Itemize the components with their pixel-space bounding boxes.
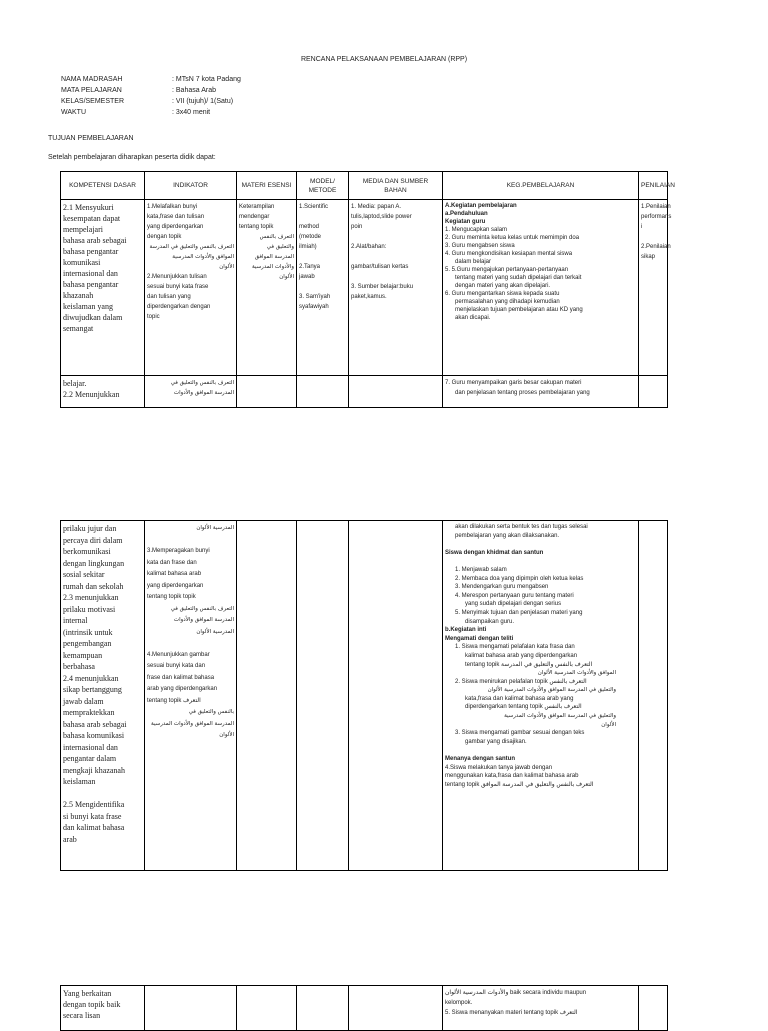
indikator-arabic: بالنفس والتعليق في [188,709,234,715]
indikator-arabic: الألوان [219,264,234,270]
model-line: ilmiah) [299,244,317,250]
media-line: gambar/tulisan kertas [351,264,409,270]
kegiatan-item: kelompok. [445,1000,473,1006]
kd-line: diwujudkan dalam [63,313,123,322]
kd-line: 2.1 Mensyukuri [63,203,114,212]
cell-indikator [145,521,237,871]
kegiatan-item: menjelaskan tujuan pembelajaran atau KD yang [455,307,583,313]
kd-line: kemampuan [63,650,103,660]
siswa-item: disampaikan guru. [465,618,515,625]
info-value-waktu: : 3x40 menit [172,109,211,116]
model-line: method [299,224,320,230]
cell-materi [237,200,297,376]
indikator-arabic: المدرسية الألوان [196,525,234,531]
kd-line: mempraktekkan [63,708,115,717]
siswa-item: yang sudah dipelajari dengan serius [465,601,562,608]
kd-line: bahasa pengantar [63,280,119,289]
info-label-waktu: WAKTU [61,109,87,116]
indikator-line: 4.Menunjukkan gambar [147,651,210,658]
kd-line: jawab dalam [63,696,104,706]
kd-line: rumah dan sekolah [63,581,124,591]
info-label-madrasah: NAMA MADRASAH [61,76,123,83]
header-materi: MATERI ESENSI [237,172,297,200]
siswa-item: 3. Mendengarkan guru mengabsen [455,584,549,591]
media-line [351,232,440,242]
indikator-line [147,535,234,547]
penilaian-line: 1.Penilaian [641,204,671,210]
kd-line: keislaman [63,777,96,786]
kd-line: kesempatan dapat [63,214,121,223]
kd-line: secara lisan [63,1011,101,1020]
info-value-mapel: : Bahasa Arab [172,87,216,94]
amati-arabic: الموافق والأدوات المدرسية الألوان [537,670,616,677]
indikator-arabic: التعرف بالنفس والتعليق في [170,605,234,612]
cell-model [297,986,349,1031]
indikator-line: frase dan kalimat bahasa [147,674,215,681]
indikator-line: sesuai bunyi kata frase [147,284,209,290]
kd-line: prilaku jujur dan [63,524,117,533]
kegiatan-item: 4. Guru mengkondisikan kesiapan mental siswa [445,251,573,257]
cell-kd [61,986,145,1031]
indikator-line: dengan topik [147,234,182,240]
kegiatan-item [445,557,636,566]
kd-line: dan kalimat bahasa [63,823,125,832]
cell-materi [237,986,297,1031]
kegiatan-item: dalam belajar [455,259,492,265]
cell-kegiatan [443,376,639,408]
cell-penilaian [639,986,668,1031]
kd-line: 2.4 menunjukkan [63,673,119,683]
cell-model [297,376,349,408]
indikator-line: 1.Melafalkan bunyi [147,204,198,210]
model-line: 1.Scientific [299,204,329,210]
header-kegiatan: KEG.PEMBELAJARAN [443,172,639,200]
indikator-arabic: الألوان [219,732,234,738]
kegiatan-item: 7. Guru menyampaikan garis besar cakupan materi [445,380,582,386]
kd-line: internasional dan [63,742,118,752]
materi-line: mendengar [239,214,270,220]
kd-line: mempelajari [63,225,103,234]
model-line: syafawiyah [299,304,329,310]
kd-line: 2.5 Mengidentifika [63,800,125,809]
cell-model [297,200,349,376]
cell-penilaian [639,376,668,408]
indikator-arabic: التعرف بالنفس والتعليق في [170,380,234,386]
media-line: poin [351,224,363,230]
penilaian-line: i [641,224,643,230]
cell-penilaian [639,200,672,376]
indikator-arabic: المدرسة الموافق والأدوات [173,390,234,396]
amati-item: tentang topik التعرف بالنفس والتعليق في المدرسة [465,661,593,668]
indikator-arabic: المدرسة الموافق والأدوات [173,617,234,623]
kegiatan-item: 5. 5.Guru mengajukan pertanyaan-pertanyaan [445,267,569,273]
kd-line: dengan lingkungan [63,558,125,568]
kd-line: berbahasa [63,662,95,671]
model-line: jawab [299,274,315,280]
rpp-table-page1 [60,171,675,408]
kd-line: pengembangan [63,639,112,648]
model-line: (metode [299,234,322,240]
amati-arabic: الألوان [601,721,616,728]
materi-arabic: والأدوات المدرسية [251,264,294,270]
kegiatan-item: 5. Siswa menanyakan materi tentang topik التعرف [445,1010,578,1016]
tanya-item: tentang topik التعرف بالنفس والتعليق في المدرسة الموافق [445,781,594,788]
kd-line: arab [63,834,77,844]
kegiatan-item: 6. Guru mengantarkan siswa kepada suatu [445,291,560,297]
materi-arabic: والتعليق في [266,244,294,250]
indikator-line: arab yang diperdengarkan [147,686,218,692]
materi-line: Keterampilan [239,204,275,210]
indikator-arabic: المدرسية الألوان [196,628,234,635]
indikator-line: yang diperdengarkan [147,224,204,230]
kd-line: bahasa pengantar [63,247,119,256]
kegiatan-item: dengan materi yang akan dipelajari. [455,283,551,289]
tanya-heading: Menanya dengan santun [445,756,516,763]
info-value-kelas: : VII (tujuh)/ 1(Satu) [172,98,234,105]
info-label-kelas: KELAS/SEMESTER [61,98,125,105]
kegiatan-subheading: a.Pendahuluan [445,211,488,217]
indikator-line: diperdengarkan dengan [147,304,211,310]
penilaian-line: sikap [641,254,656,260]
kd-line: internal [63,616,88,625]
indikator-line: tentang topik التعرف [147,697,201,704]
kd-line: keislaman yang [63,302,113,311]
header-penilaian: PENILAIAN [639,172,668,200]
kd-line: berkomunikasi [63,547,111,556]
cell-materi [237,376,297,408]
indikator-line: kata,frase dan tulisan [147,214,205,220]
cell-kd [61,200,145,376]
kegiatan-item: 2. Guru meminta ketua kelas untuk memimpin doa [445,235,580,241]
header-kompetensi-dasar: KOMPETENSI DASAR [61,172,145,200]
kd-line: komunikasi [63,258,101,267]
cell-media [349,376,443,408]
amati-arabic: والتعليق في المدرسة الموافق والأدوات المدرسية [504,713,616,720]
indikator-arabic: الموافق والأدوات المدرسية [172,254,234,260]
indikator-line: sesuai bunyi kata dan [147,663,206,669]
siswa-heading: Siswa dengan khidmat dan santun [445,549,544,556]
amati-item: 3. Siswa mengamati gambar sesuai dengan teks [455,730,585,737]
model-line: 2.Tanya [299,264,321,270]
cell-media [349,521,443,871]
indikator-line [147,638,234,650]
indikator-line: kata dan frase dan [147,559,197,566]
kd-line: si bunyi kata frase [63,811,122,821]
indikator-arabic: المدرسة الموافق والأدوات المدرسية [151,720,234,727]
siswa-item: 1. Menjawab salam [455,566,507,573]
kegiatan-item [445,540,636,549]
kegiatan-subheading: Kegiatan guru [445,219,486,225]
kegiatan-item: 1. Mengucapkan salam [445,227,508,233]
penilaian-line: 2.Penilaian [641,244,671,250]
document-title: RENCANA PELAKSANAAN PEMBELAJARAN (RPP) [300,56,468,63]
media-line: 2.Alat/bahan: [351,244,387,250]
penilaian-line: performans [641,214,672,220]
cell-kd [61,376,145,408]
indikator-line: yang diperdengarkan [147,582,204,589]
cell-model [297,521,349,871]
media-line: paket,kamus. [351,294,387,300]
indikator-line: 3.Memperagakan bunyi [147,548,210,554]
media-line: 3. Sumber belajar:buku [351,284,414,290]
kd-line: bahasa arab sebagai [63,719,127,729]
cell-kegiatan [443,986,639,1031]
kd-line: sosial sekitar [63,570,105,579]
indikator-arabic: التعرف بالنفس والتعليق في المدرسة [149,244,234,250]
kd-line: 2.3 menunjukkan [63,593,119,602]
tanya-item: 4.Siswa melakukan tanya jawab dengan [445,764,553,771]
model-line: 3. Sam'iyah [299,294,331,300]
kd-line: sikap bertanggung [63,685,122,694]
kegiatan-item: 3. Guru mengabsen siswa [445,243,515,249]
kegiatan-item: permasalahan yang dihadapi kemudian [455,299,560,305]
kd-line: semangat [63,324,94,333]
indikator-line: topic [147,314,160,320]
kegiatan-item: pembelajaran yang akan dilaksanakan. [455,532,560,539]
kd-line: belajar. [63,379,87,388]
kd-line: (intrinsik untuk [63,627,113,637]
tujuan-heading: TUJUAN PEMBELAJARAN [48,135,134,142]
kd-line: bahasa komunikasi [63,731,125,740]
kegiatan-item: والأدوات المدرسية الألوان baik secara individu maupun [445,990,587,996]
media-line [351,252,440,262]
indikator-line: dan tulisan yang [147,294,191,300]
rpp-table-page3 [60,985,668,1031]
kd-line: Yang berkaitan [63,989,112,998]
cell-penilaian [639,521,668,871]
kegiatan-item: tentang materi yang sudah dipelajari dan terkait [455,275,582,281]
indikator-line: kalimat bahasa arab [147,571,202,577]
media-line: tulis,laptod,slide power [351,214,412,220]
cell-media [349,986,443,1031]
amati-heading: Mengamati dengan teliti [445,635,514,642]
amati-item: kata,frasa dan kalimat bahasa arab yang [465,695,574,702]
materi-line: tentang topik [239,224,274,230]
model-line [299,212,346,222]
info-value-madrasah: : MTsN 7 kota Padang [172,76,241,83]
info-label-mapel: MATA PELAJARAN [61,87,122,94]
kd-line [63,788,142,800]
amati-item: kalimat bahasa arab yang diperdengarkan [465,652,578,659]
materi-arabic: التعرف بالنفس [259,234,294,240]
indikator-line: 2.Menunjukkan tulisan [147,274,207,280]
amati-item: gambar yang disajikan. [465,738,527,745]
model-line [299,252,346,262]
cell-indikator [145,986,237,1031]
kd-line: khazanah [63,291,94,300]
materi-arabic: الألوان [279,274,294,280]
penilaian-line [641,232,665,242]
kd-line: internasional dan [63,269,118,278]
kd-line: percaya diri dalam [63,535,123,545]
cell-kd [61,521,145,871]
header-media: MEDIA DAN SUMBER BAHAN [349,172,443,200]
siswa-item: 5. Menyimak tujuan dan penjelasan materi yang [455,609,583,616]
cell-kegiatan [443,200,639,376]
kegiatan-heading: A.Kegiatan pembelajaran [445,203,517,209]
model-line [299,282,346,292]
amati-item: 2. Siswa menirukan pelafalan topik التعرف بالنفس [455,678,587,685]
tujuan-intro: Setelah pembelajaran diharapkan peserta didik dapat: [48,154,216,161]
cell-indikator [145,200,237,376]
header-model: MODEL/ METODE [297,172,349,200]
materi-arabic: المدرسة الموافق [254,254,294,260]
amati-arabic: والتعليق في المدرسة الموافق والأدوات المدرسية الألوان [487,687,616,694]
tanya-item: menggunakan kata,frasa dan kalimat bahasa arab [445,773,579,780]
kegiatan-item: akan dicapai. [455,315,491,321]
kd-line: dengan topik baik [63,1000,121,1009]
kegiatan-item: akan dilakukan serta bentuk tes dan tugas selesai [455,524,588,530]
kd-line: 2.2 Menunjukkan [63,390,120,399]
media-line: 1. Media: papan A. [351,204,402,210]
cell-media [349,200,443,376]
inti-heading: b.Kegiatan inti [445,627,487,634]
indikator-line: tentang topik topik [147,594,196,600]
header-indikator: INDIKATOR [145,172,237,200]
kd-line: bahasa arab sebagai [63,236,127,245]
kd-line: pengantar dalam [63,754,117,763]
media-line [351,272,440,282]
kd-line: mengkaji khazanah [63,765,125,775]
siswa-item: 2. Membaca doa yang dipimpin oleh ketua kelas [455,575,584,582]
cell-kegiatan [443,521,639,871]
amati-item: diperdengarkan tentang topik التعرف بالنفس [465,704,582,711]
kd-line: prilaku motivasi [63,604,116,614]
rpp-table-page2 [60,520,668,871]
cell-materi [237,521,297,871]
cell-indikator [145,376,237,408]
kegiatan-item [445,746,636,755]
amati-item: 1. Siswa mengamati pelafalan kata frasa dan [455,644,575,651]
kegiatan-item: dan penjelasan tentang proses pembelajaran yang [455,390,590,396]
siswa-item: 4. Merespon pertanyaan guru tentang materi [455,592,574,599]
